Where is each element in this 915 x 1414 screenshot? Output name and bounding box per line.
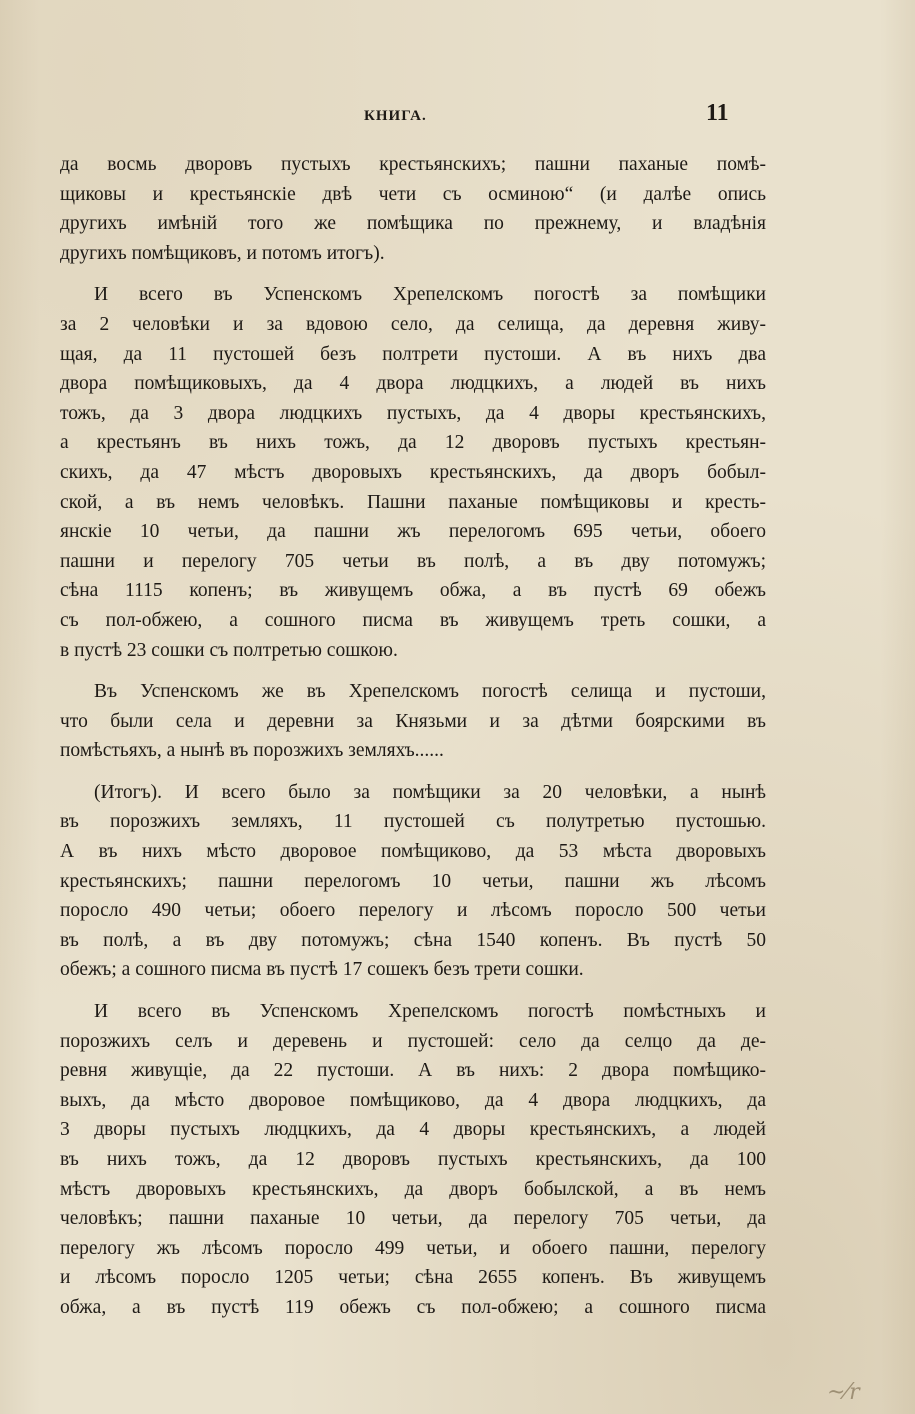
text-line: за 2 человѣки и за вдовою село, да селища, да деревня живу-: [60, 313, 766, 335]
paragraph: [60, 997, 766, 1323]
text-line: порозжихъ селъ и деревень и пустошей: село да селцо да де-: [60, 1030, 766, 1052]
text-line: пашни и перелогу 705 четьи въ полѣ, а въ дву потомужъ;: [60, 550, 766, 572]
text-line: крестьянскихъ; пашни перелогомъ 10 четьи, пашни жъ лѣсомъ: [60, 870, 766, 892]
paragraph: [60, 150, 766, 268]
page-corner-mark: ~⁄r: [827, 1380, 860, 1405]
text-line: А въ нихъ мѣсто дворовое помѣщиково, да 53 мѣста дворовыхъ: [60, 841, 766, 863]
text-line: скихъ, да 47 мѣстъ дворовыхъ крестьянскихъ, да дворъ бобыл-: [60, 461, 766, 483]
text-line: въ порозжихъ земляхъ, 11 пустошей съ полутретью пустошью.: [60, 811, 766, 833]
page-number: 11: [706, 100, 729, 126]
text-line: въ полѣ, а въ дву потомужъ; сѣна 1540 копенъ. Въ пустѣ 50: [60, 929, 766, 951]
text-line: щая, да 11 пустошей безъ полтрети пустоши. А въ нихъ два: [60, 343, 766, 365]
text-line: обжа, а въ пустѣ 119 обежъ съ пол-обжею; а сошного писма: [60, 1296, 766, 1318]
text-line: ревня живущіе, да 22 пустоши. А въ нихъ: 2 двора помѣщико-: [60, 1060, 766, 1082]
text-line: сѣна 1115 копенъ; въ живущемъ обжа, а въ пустѣ 69 обежъ: [60, 580, 766, 602]
paragraph: [60, 677, 766, 766]
text-line: ской, а въ немъ человѣкъ. Пашни паханые помѣщиковы и кресть-: [60, 491, 766, 513]
text-line: помѣстьяхъ, а нынѣ въ порозжихъ земляхъ......: [60, 740, 444, 762]
text-line: Въ Успенскомъ же въ Хрепелскомъ погостѣ селища и пустоши,: [94, 681, 766, 703]
paragraph: [60, 280, 766, 665]
text-line: щиковы и крестьянскіе двѣ чети съ осминою“ (и далѣе опись: [60, 183, 766, 205]
text-line: что были села и деревни за Князьми и за дѣтми боярскими въ: [60, 710, 766, 732]
running-title: КНИГА.: [364, 108, 427, 124]
text-line: двора помѣщиковыхъ, да 4 двора людцкихъ, а людей въ нихъ: [60, 373, 766, 395]
text-line: в пустѣ 23 сошки съ полтретью сошкою.: [60, 639, 398, 661]
text-line: поросло 490 четьи; обоего перелогу и лѣсомъ поросло 500 четьи: [60, 900, 766, 922]
text-line: а крестьянъ въ нихъ тожъ, да 12 дворовъ пустыхъ крестьян-: [60, 432, 766, 454]
page-header: [0, 100, 915, 134]
text-line: другихъ имѣній того же помѣщика по прежнему, и владѣнія: [60, 213, 766, 235]
text-line: И всего въ Успенскомъ Хрепелскомъ погостѣ за помѣщики: [94, 284, 766, 306]
text-line: 3 дворы пустыхъ людцкихъ, да 4 дворы крестьянскихъ, а людей: [60, 1119, 766, 1141]
paragraph: [60, 778, 766, 985]
text-line: съ пол-обжею, а сошного писма въ живущемъ треть сошки, а: [60, 609, 766, 631]
text-line: человѣкъ; пашни паханые 10 четьи, да перелогу 705 четьи, да: [60, 1208, 766, 1230]
text-line: и лѣсомъ поросло 1205 четьи; сѣна 2655 копенъ. Въ живущемъ: [60, 1267, 766, 1289]
text-line: перелогу жъ лѣсомъ поросло 499 четьи, и обоего пашни, перелогу: [60, 1237, 766, 1259]
text-line: выхъ, да мѣсто дворовое помѣщиково, да 4 двора людцкихъ, да: [60, 1089, 766, 1111]
text-line: мѣстъ дворовыхъ крестьянскихъ, да дворъ бобылской, а въ немъ: [60, 1178, 766, 1200]
text-line: другихъ помѣщиковъ, и потомъ итогъ).: [60, 242, 385, 264]
text-line: янскіе 10 четьи, да пашни жъ перелогомъ 695 четьи, обоего: [60, 521, 766, 543]
text-line: въ нихъ тожъ, да 12 дворовъ пустыхъ крестьянскихъ, да 100: [60, 1149, 766, 1170]
text-line: И всего въ Успенскомъ Хрепелскомъ погостѣ помѣстныхъ и: [94, 1001, 766, 1023]
text-line: обежъ; а сошного писма въ пустѣ 17 сошекъ безъ трети сошки.: [60, 959, 584, 981]
text-line: тожъ, да 3 двора людцкихъ пустыхъ, да 4 дворы крестьянскихъ,: [60, 402, 766, 424]
text-line: да восмь дворовъ пустыхъ крестьянскихъ; пашни паханые помѣ-: [60, 154, 766, 175]
text-line: (Итогъ). И всего было за помѣщики за 20 человѣки, а нынѣ: [94, 781, 766, 803]
body-text: [60, 150, 766, 1323]
